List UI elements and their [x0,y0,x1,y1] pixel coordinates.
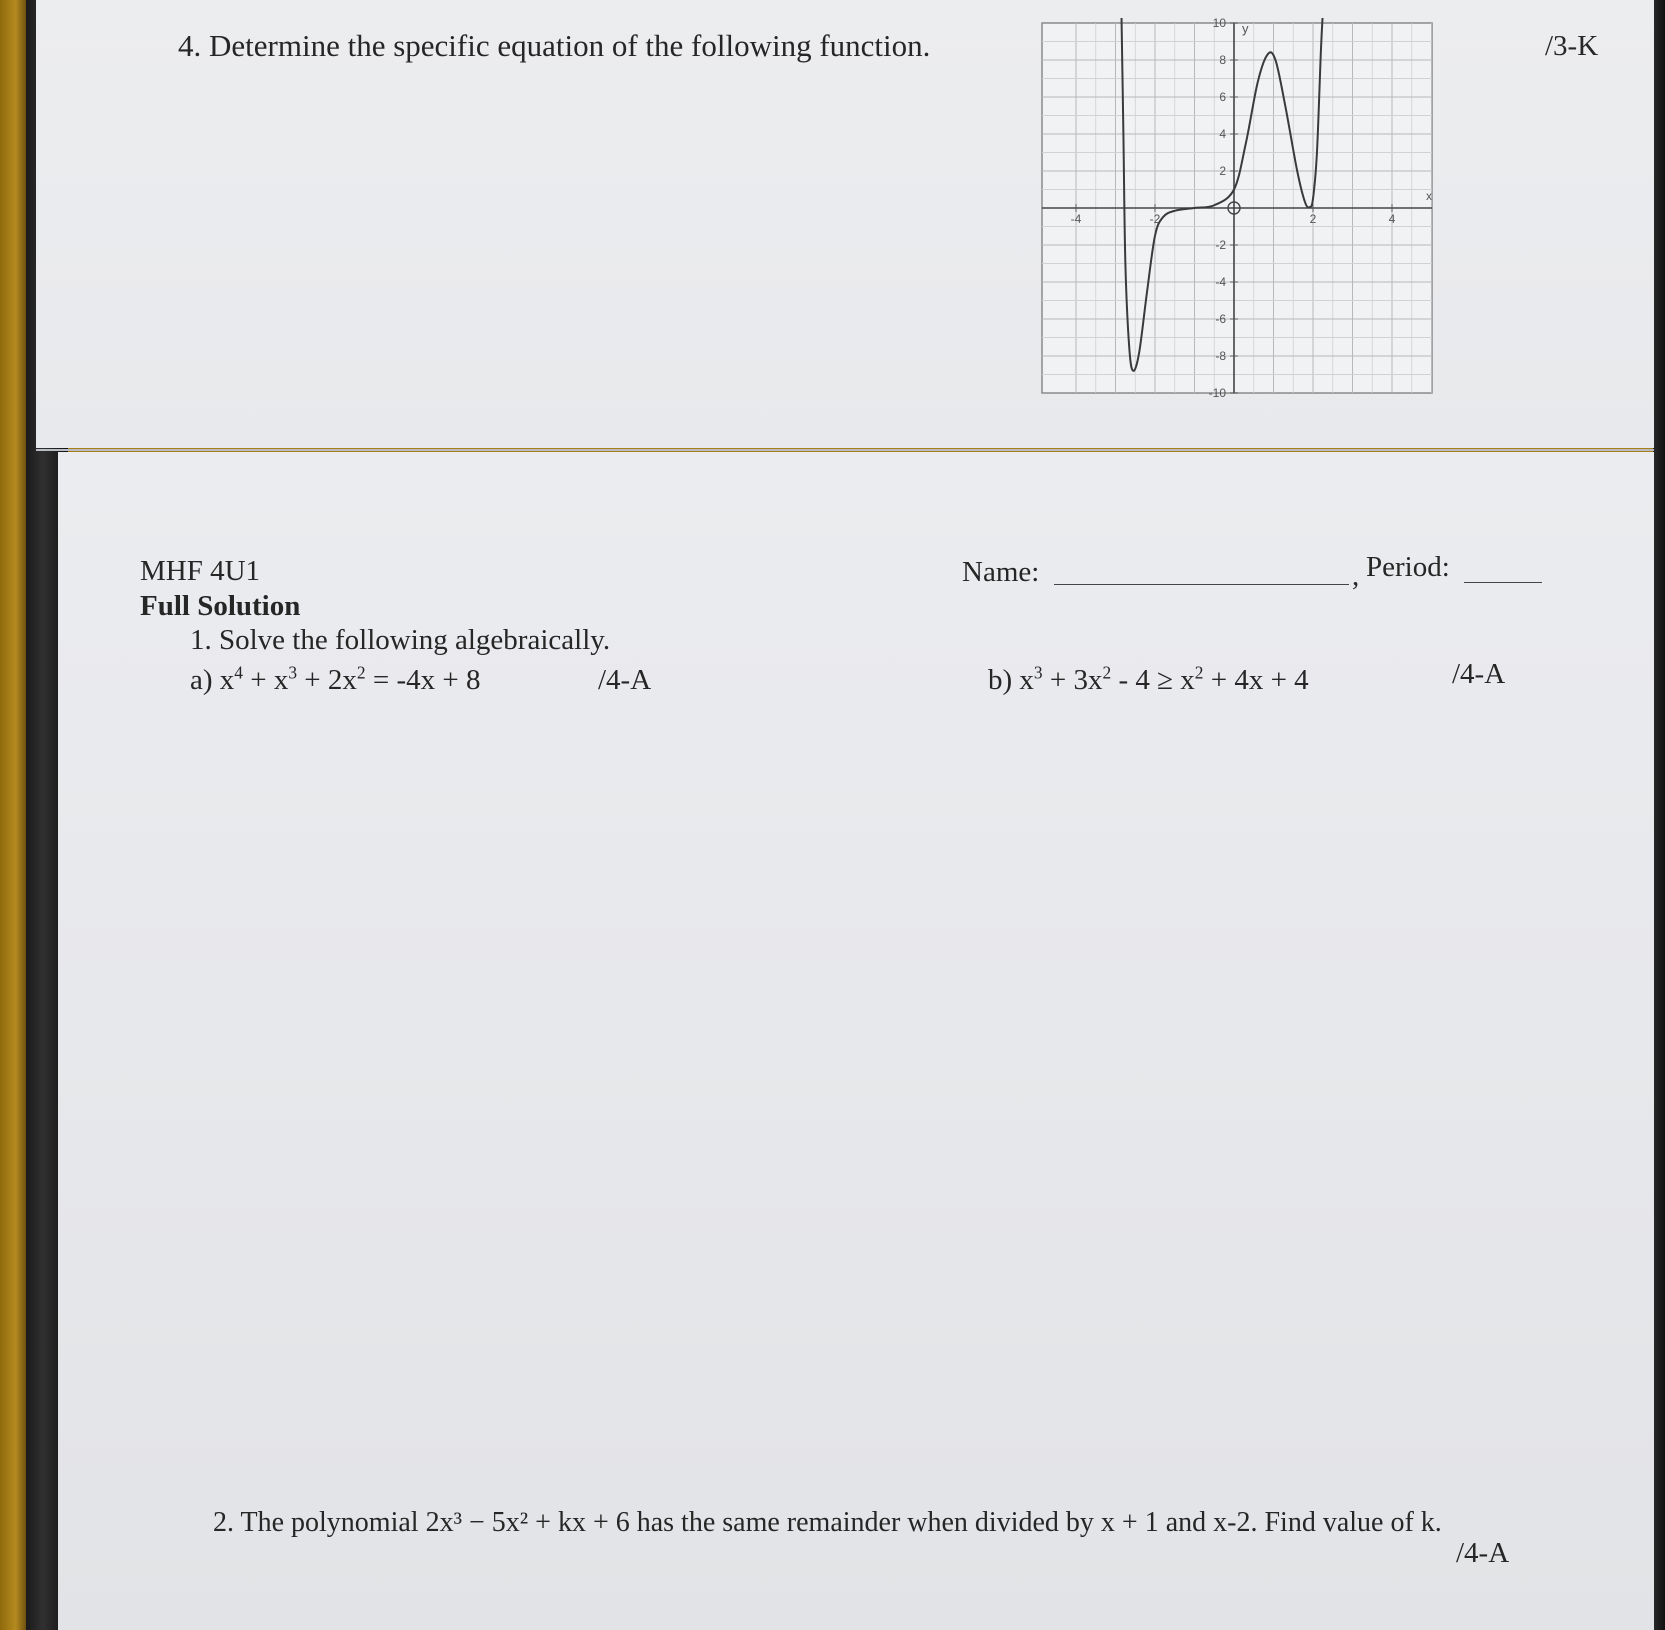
y-tick-label: 2 [1219,164,1226,178]
x-tick-label: -4 [1070,212,1082,226]
question-2-text: 2. The polynomial 2x³ − 5x² + kx + 6 has the same remainder when divided by x + 1 and x-2. Find value of k. [213,1507,1442,1538]
x-axis-label: x [1426,189,1432,203]
name-comma: , [1352,560,1360,592]
y-tick-label: 4 [1219,127,1226,141]
name-blank-line[interactable] [1054,584,1349,585]
y-tick-label: 8 [1219,53,1226,67]
y-tick-label: -2 [1215,238,1226,252]
question-1b-inequality: b) $x^3 + 3x^2 - 4 \ge x^2 + 4x + 4$ [988,662,1309,696]
question-4-text: 4. Determine the specific equation of the following function. [178,28,931,63]
name-label: Name: [962,556,1040,588]
y-tick-label: -10 [1208,386,1226,400]
period-blank-line[interactable] [1464,582,1542,583]
x-tick-label: 4 [1388,212,1396,226]
page-divider [36,449,1654,451]
y-tick-label: -8 [1215,349,1226,363]
course-code: MHF 4U1 [140,555,261,587]
question-1-prompt: 1. Solve the following algebraically. [190,624,611,656]
y-tick-label: 6 [1219,90,1226,104]
y-tick-label: -4 [1215,275,1226,289]
question-1b-mark: /4-A [1452,658,1506,690]
period-label: Period: [1366,551,1450,583]
question-2-mark: /4-A [1456,1537,1510,1569]
device-bezel-right [1653,0,1665,1630]
y-tick-label: -6 [1215,312,1226,326]
device-bezel-left [0,0,26,1630]
y-tick-label: 10 [1212,18,1226,30]
question-1a-equation: a) $x^4 + x^3 + 2x^2 = -4x + 8$ [190,662,481,696]
y-axis-label: y [1242,21,1249,36]
worksheet-title: Full Solution [140,590,301,622]
question-4-mark: /3-K [1545,30,1599,62]
x-tick-label: -2 [1149,212,1161,226]
function-graph [1038,18,1438,403]
question-1a-mark: /4-A [598,664,652,696]
x-tick-label: 2 [1309,212,1317,226]
